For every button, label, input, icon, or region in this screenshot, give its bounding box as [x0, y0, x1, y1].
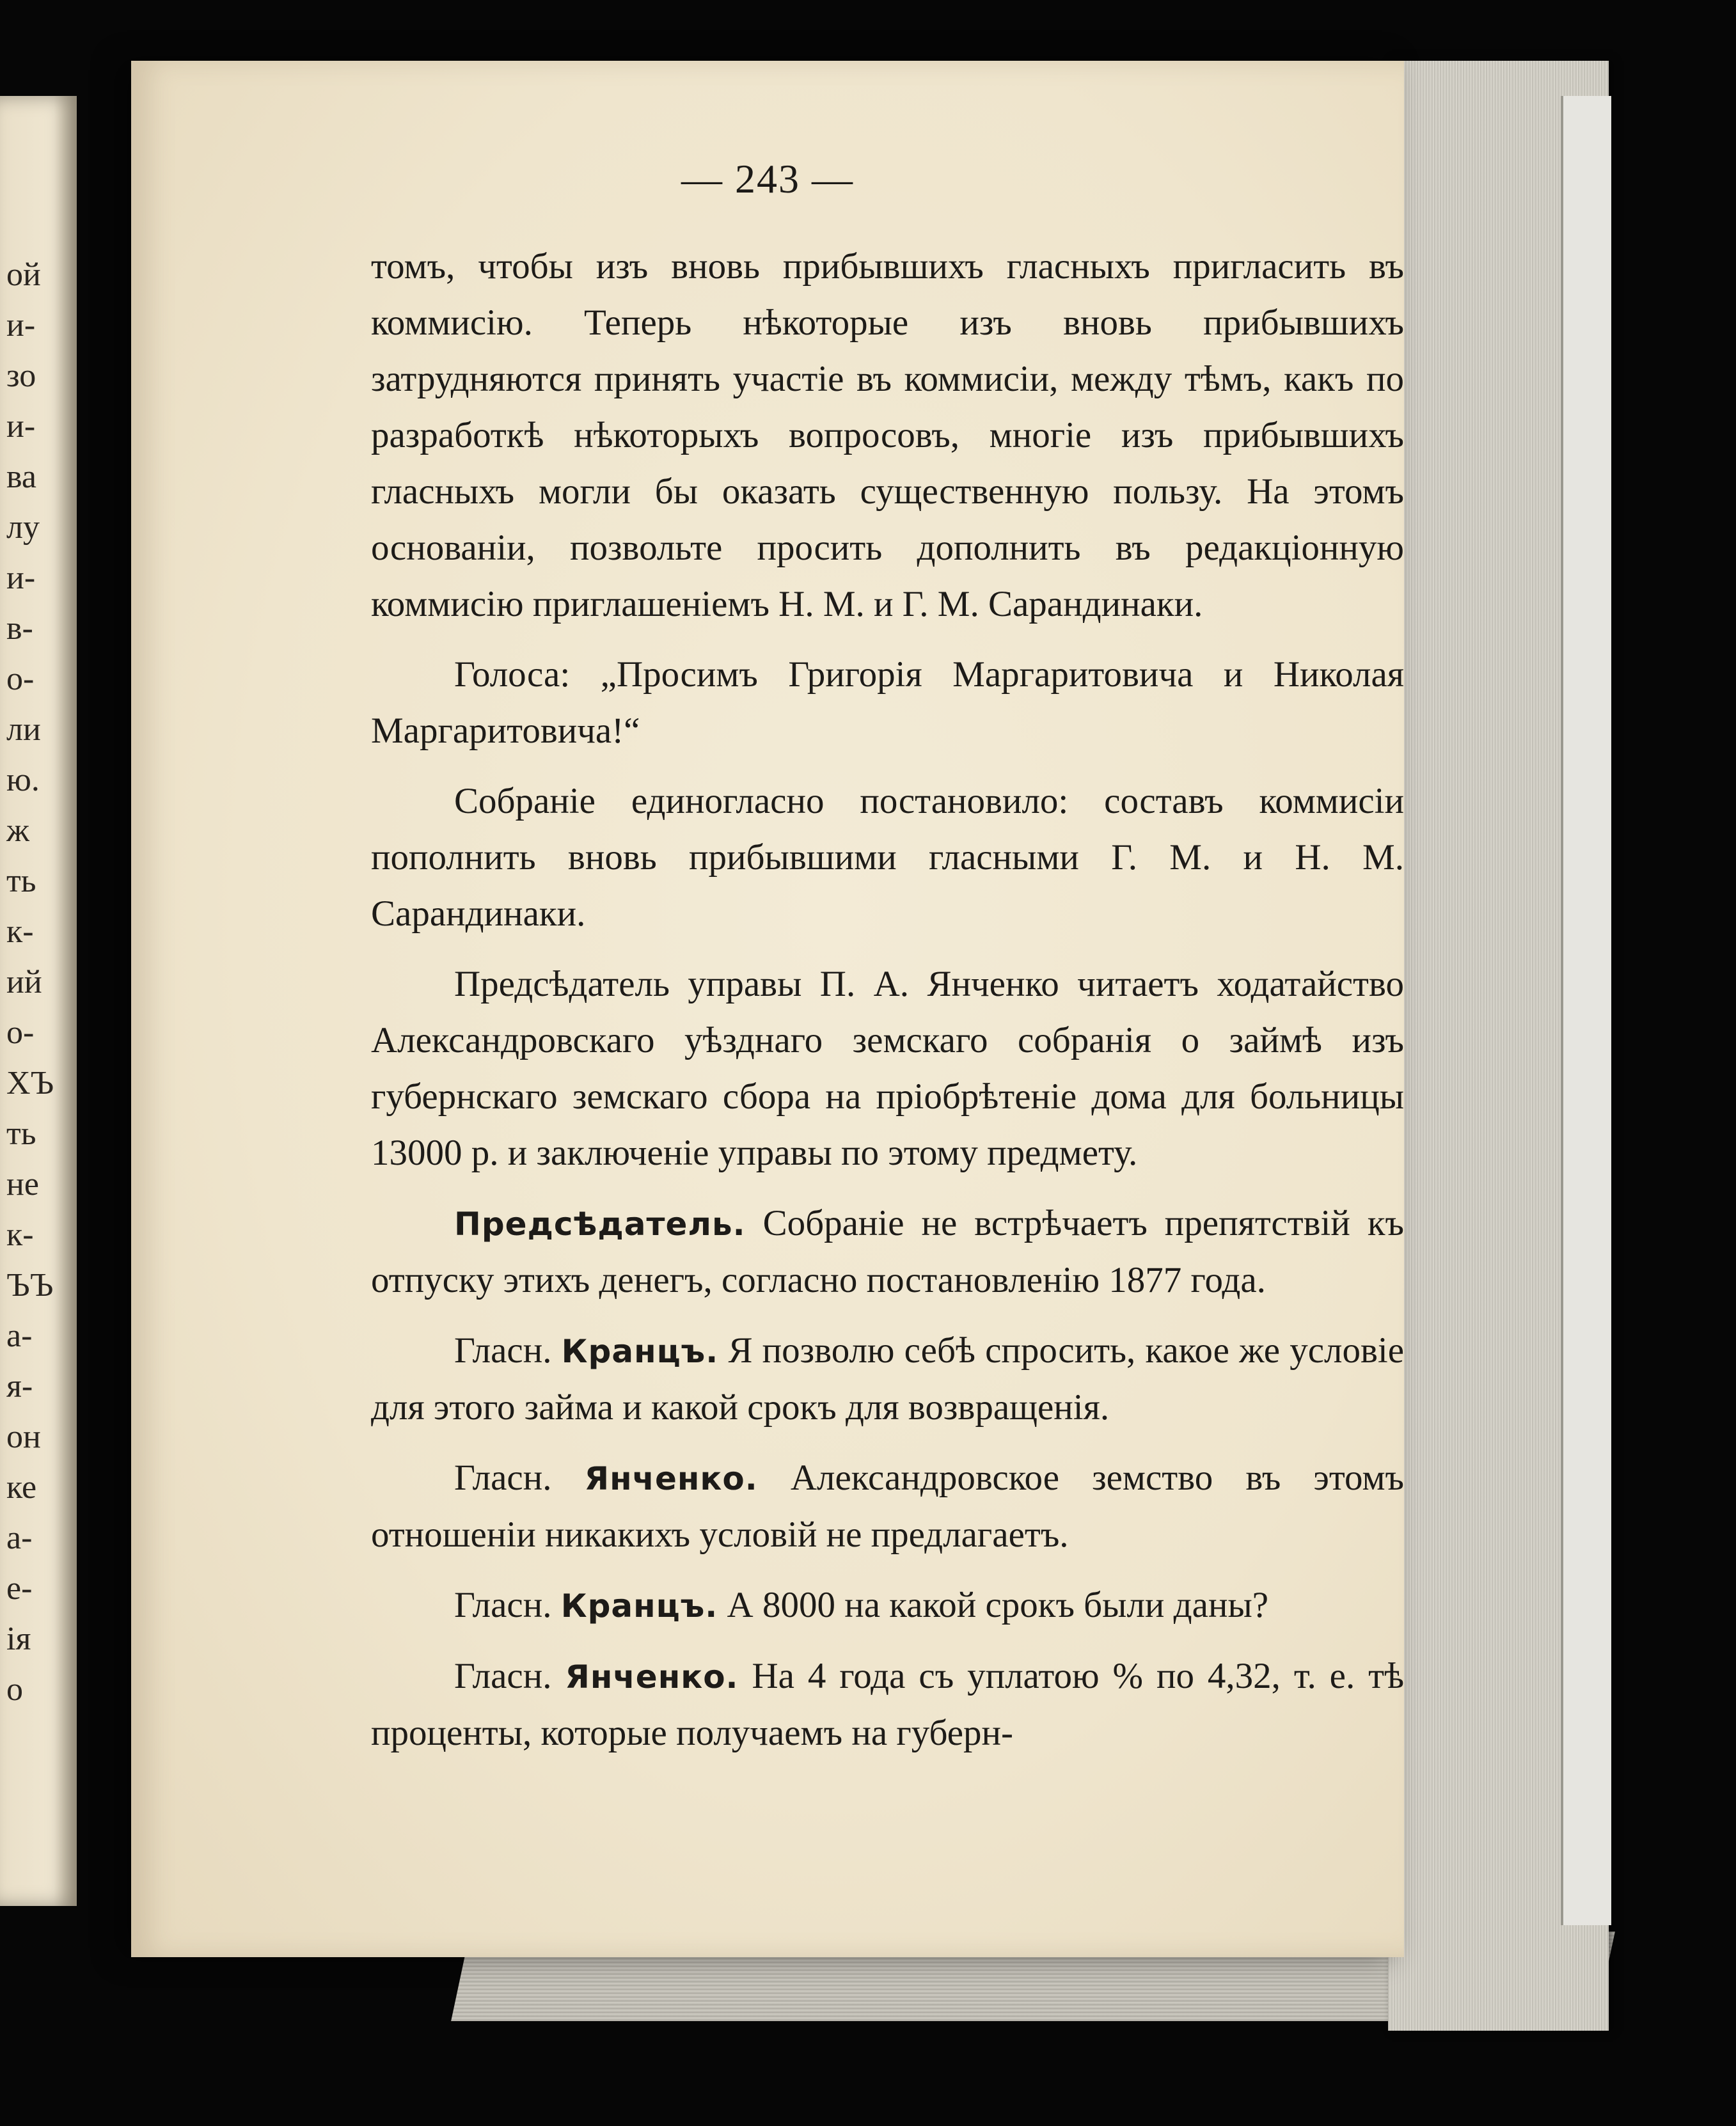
- previous-page-fragment: о-: [6, 661, 35, 697]
- speaker-name: Янченко.: [565, 1658, 739, 1696]
- paragraph-3: [371, 773, 1404, 942]
- previous-page-fragment: ть: [6, 1115, 36, 1152]
- previous-page-fragment: и-: [6, 307, 36, 343]
- previous-page-fragment: и-: [6, 560, 36, 596]
- book-page: [131, 61, 1404, 1957]
- previous-page-fragment: ія: [6, 1621, 31, 1657]
- previous-page-fragment: он: [6, 1419, 41, 1455]
- speaker-name: Янченко.: [584, 1460, 758, 1497]
- previous-page-fragment: ий: [6, 964, 42, 1000]
- previous-page-fragment: к-: [6, 913, 34, 950]
- previous-page-fragment: ХЪ: [6, 1065, 54, 1101]
- paragraph-text: А 8000 на какой срокъ были даны?: [727, 1585, 1269, 1625]
- speaker-prefix: Гласн.: [454, 1656, 552, 1696]
- paragraph-7: [371, 1450, 1404, 1563]
- speaker-prefix: Гласн.: [454, 1330, 552, 1371]
- paragraph-text: Собраніе единогласно постановило: составъ коммисіи пополнить вновь прибывшими гласными Г. М. и Н. М. Сарандинаки.: [371, 781, 1404, 934]
- speaker-name: Предсѣдатель.: [454, 1206, 746, 1243]
- speaker-prefix: Гласн.: [454, 1585, 552, 1625]
- previous-page-fragment: а-: [6, 1520, 33, 1556]
- previous-page-fragment: о: [6, 1671, 23, 1708]
- previous-page-fragment: и-: [6, 408, 36, 445]
- previous-page-fragment: ж: [6, 812, 29, 849]
- paragraph-text: Собраніе не встрѣчаетъ препятствій къ отпуску этихъ денегъ, согласно постановленію 1877 года.: [371, 1203, 1405, 1300]
- paragraph-1: [371, 239, 1404, 633]
- previous-page-fragment: ой: [6, 256, 41, 293]
- paragraph-text: Я позволю себѣ спросить, какое же условіе для этого займа и какой срокъ для возвращенія.: [371, 1330, 1405, 1428]
- speaker-name: Кранцъ.: [561, 1333, 719, 1370]
- paragraph-6: [371, 1323, 1404, 1436]
- paragraph-text: Предсѣдатель управы П. А. Янченко читаетъ ходатайство Александровскаго уѣзднаго земскаго собранія о займѣ изъ губернскаго земскаго сбора на пріобрѣтеніе дома для больницы 13000 р. и заключеніе управы по этому предмету.: [371, 964, 1404, 1173]
- paragraph-9: [371, 1648, 1404, 1761]
- speaker-prefix: Гласн.: [454, 1458, 552, 1498]
- previous-page-fragment: а-: [6, 1318, 33, 1354]
- previous-page-fragment: не: [6, 1166, 39, 1202]
- previous-page-fragment: ю.: [6, 762, 40, 798]
- previous-page-fragment: е-: [6, 1570, 33, 1607]
- previous-page-fragment: в-: [6, 610, 33, 647]
- paragraph-5: [371, 1195, 1404, 1309]
- previous-page-fragment: ть: [6, 863, 36, 899]
- page-text: [371, 239, 1404, 1761]
- previous-page-fragment: ЪЪ: [6, 1267, 54, 1303]
- page-number: — 243 —: [681, 156, 854, 201]
- paragraph-text: Александровское земство въ этомъ отношеніи никакихъ условій не предлагаетъ.: [371, 1458, 1405, 1555]
- previous-page-fragment: ке: [6, 1469, 37, 1506]
- previous-page-fragment: я-: [6, 1368, 33, 1405]
- previous-page-fragment: к-: [6, 1217, 34, 1253]
- paragraph-text: Голоса: „Просимъ Григорія Маргаритовича и Николая Маргаритовича!“: [371, 654, 1404, 751]
- previous-page-fragment: ва: [6, 459, 36, 495]
- previous-page-fragment: о-: [6, 1014, 35, 1051]
- speaker-name: Кранцъ.: [560, 1587, 718, 1625]
- book-cover-edge: [1561, 96, 1611, 1925]
- paragraph-4: [371, 956, 1404, 1181]
- paragraph-text: На 4 года съ уплатою % по 4,32, т. е. тѣ проценты, которые получаемъ на губерн-: [371, 1656, 1405, 1753]
- previous-page-sliver: [0, 96, 77, 1906]
- paragraph-8: [371, 1577, 1404, 1634]
- paragraph-text: томъ, чтобы изъ вновь прибывшихъ гласныхъ пригласить въ коммисію. Теперь нѣкоторые изъ вновь прибывшихъ затрудняются принять участіе въ коммисіи, между тѣмъ, какъ по разработкѣ нѣкоторыхъ вопросовъ, многіе изъ прибывшихъ гласныхъ могли бы оказать существенную пользу. На этомъ основаніи, позвольте просить дополнить въ редакціонную коммисію приглашеніемъ Н. М. и Г. М. Сарандинаки.: [371, 246, 1404, 624]
- previous-page-fragment: лу: [6, 509, 40, 546]
- previous-page-fragment: ли: [6, 711, 41, 748]
- previous-page-fragment: зо: [6, 358, 36, 394]
- paragraph-2: [371, 647, 1404, 759]
